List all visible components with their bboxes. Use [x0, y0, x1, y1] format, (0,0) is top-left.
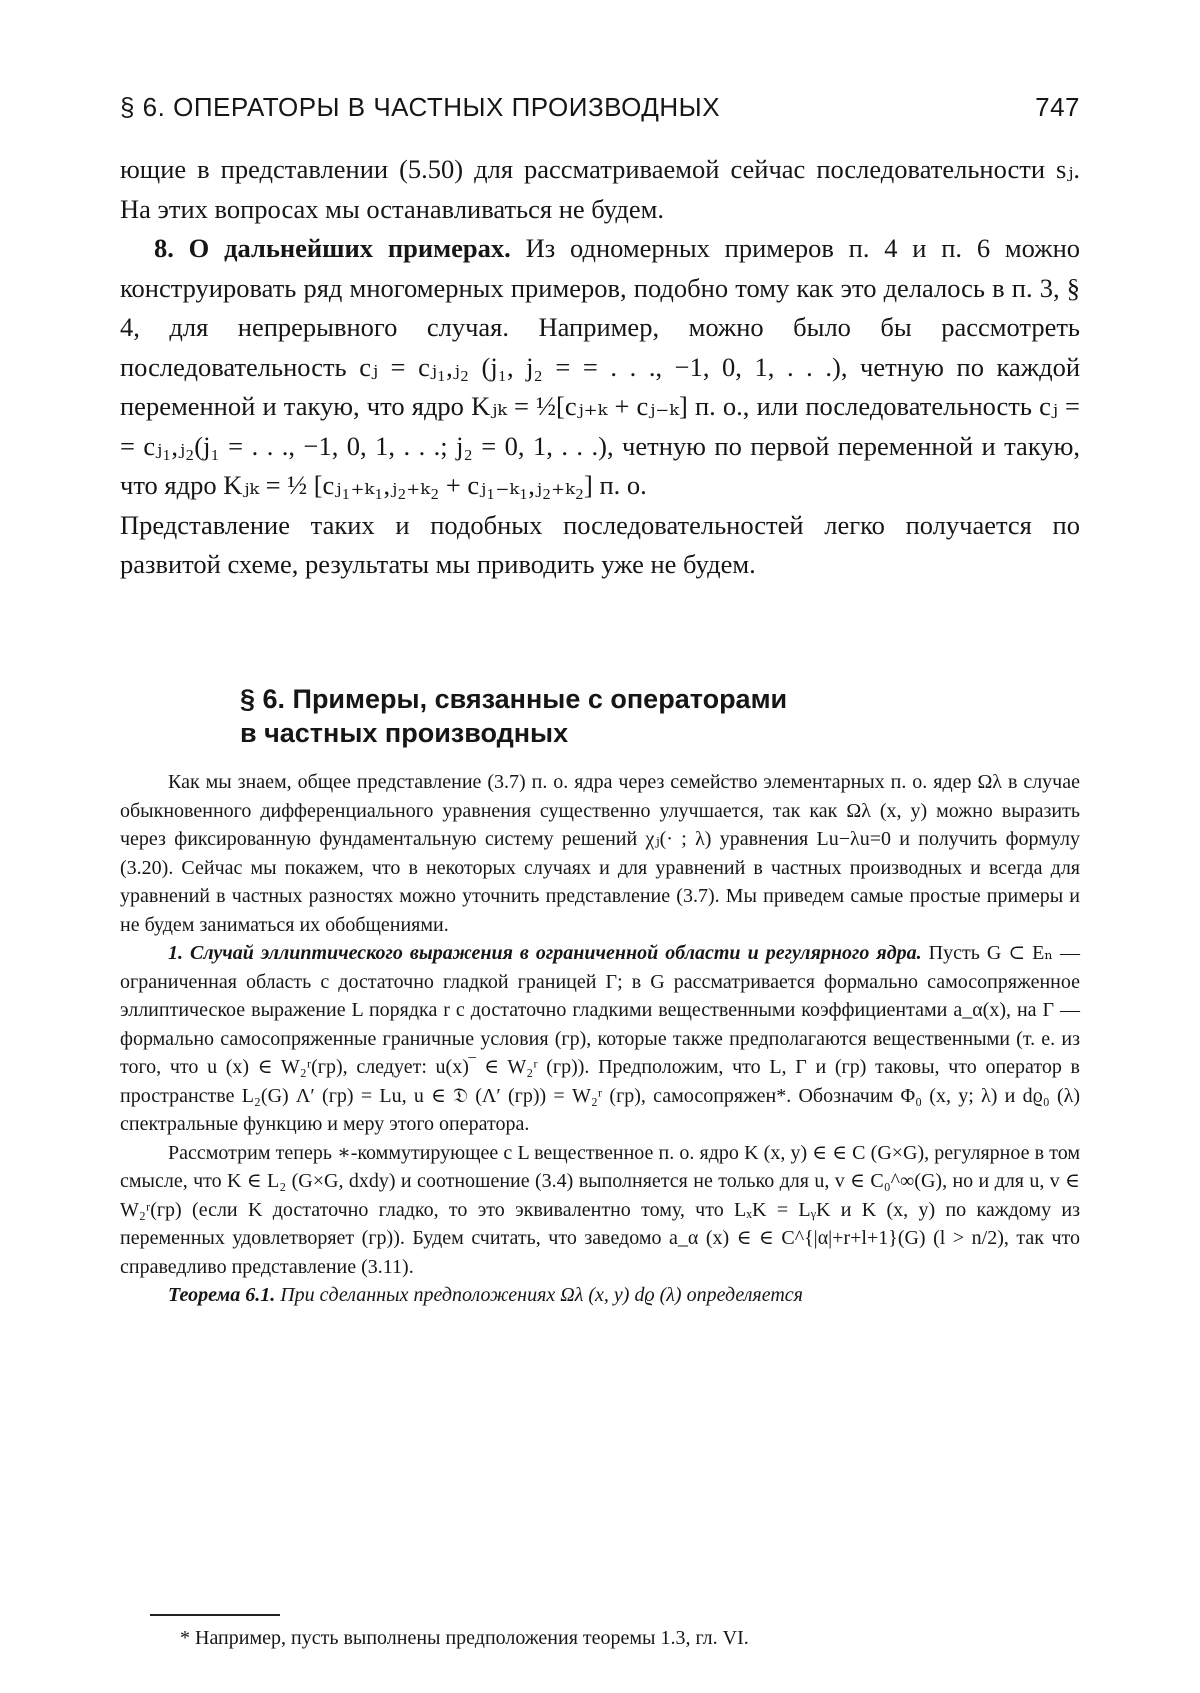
item-8-text: Из одномерных примеров п. 4 и п. 6 можно конструировать ряд многомерных примеров, подобно тому как это делалось в п. 3, § 4, для непрерывного случая. Например, можно было бы рассмотреть последовательность cⱼ = cⱼ₁,ⱼ₂ (j₁, j₂ = = . . ., −1, 0, 1, . . .), четную по каждой переменной и такую, что ядро Kⱼₖ = ½[cⱼ₊ₖ + cⱼ₋ₖ] п. о., или последовательность cⱼ = = cⱼ₁,ⱼ₂(j₁ = . . ., −1, 0, 1, . . .; j₂ = 0, 1, . . .), четную по первой переменной и такую, что ядро Kⱼₖ = ½ [cⱼ₁₊ₖ₁,ⱼ₂₊ₖ₂ + cⱼ₁₋ₖ₁,ⱼ₂₊ₖ₂] п. о. — [120, 233, 1080, 500]
subsection-1-label: 1. Случай эллиптического выражения в ограниченной области и регулярного ядра. — [168, 942, 922, 964]
section-heading-line-1: § 6. Примеры, связанные с операторами — [240, 684, 788, 714]
intro-block — [120, 150, 1080, 585]
theorem-label: Теорема 6.1. — [168, 1284, 276, 1306]
closing-paragraph: Представление таких и подобных последовательностей легко получается по развитой схеме, результаты мы приводить уже не будем. — [120, 509, 1080, 579]
carry-over-paragraph: ющие в представлении (5.50) для рассматриваемой сейчас последовательности sⱼ. На этих вопросах мы останавливаться не будем. — [120, 154, 1080, 224]
running-head — [120, 92, 1080, 123]
running-head-title: § 6. ОПЕРАТОРЫ В ЧАСТНЫХ ПРОИЗВОДНЫХ — [120, 92, 721, 122]
section-body — [120, 768, 1080, 1310]
item-8-paragraph — [120, 229, 1080, 506]
section-heading-line-2: в частных производных — [240, 718, 569, 748]
section-paragraph-1: Как мы знаем, общее представление (3.7) п. о. ядра через семейство элементарных п. о. ядер Ωλ в случае обыкновенного дифференциального уравнения существенно улучшается, так как Ωλ (x, y) можно выразить через фиксированную фундаментальную систему решений χⱼ(· ; λ) уравнения Lu−λu=0 и получить формулу (3.20). Сейчас мы покажем, что в некоторых случаях и для уравнений в частных производных и всегда для уравнений в частных разностях можно уточнить представление (3.7). Мы приведем самые простые примеры и не будем заниматься их обобщениями. — [120, 771, 1080, 936]
section-paragraph-2: Рассмотрим теперь ∗-коммутирующее с L вещественное п. о. ядро K (x, y) ∈ ∈ C (G×G), регулярное в том смысле, что K ∈ L₂ (G×G, dxdy) и соотношение (3.4) выполняется не только для u, v ∈ C₀^∞(G), но и для u, v ∈ W₂ʳ(гр) (если K достаточно гладко, то это эквивалентно тому, что LₓK = LᵧK и K (x, y) по каждому из переменных удовлетворяет (гр)). Будем считать, что заведомо a_α (x) ∈ ∈ C^{|α|+r+l+1}(G) (l > n/2), так что справедливо представление (3.11). — [120, 1141, 1080, 1278]
item-8-label: 8. О дальнейших примерах. — [154, 233, 511, 263]
subsection-1-paragraph — [120, 939, 1080, 1139]
section-heading — [240, 682, 940, 750]
theorem-text: При сделанных предположениях Ωλ (x, y) dϱ (λ) определяется — [280, 1284, 803, 1306]
page-number: 747 — [1035, 92, 1080, 122]
footnote: * Например, пусть выполнены предположения теоремы 1.3, гл. VI. — [180, 1627, 749, 1649]
theorem-paragraph — [120, 1281, 1080, 1310]
subsection-1-text: Пусть G ⊂ Eₙ — ограниченная область с достаточно гладкой границей Γ; в G рассматривается формально самосопряженное эллиптическое выражение L порядка r с достаточно гладкими вещественными коэффициентами a_α(x), на Γ — формально самосопряженные граничные условия (гр), которые также предполагаются вещественными (т. е. из того, что u (x) ∈ W₂ʳ(гр), следует: u(x)‾ ∈ W₂ʳ (гр)). Предположим, что L, Γ и (гр) таковы, что оператор в пространстве L₂(G) Λ′ (гр) = Lu, u ∈ 𝔇 (Λ′ (гр)) = W₂ʳ (гр), самосопряжен*. Обозначим Φ₀ (x, y; λ) и dϱ₀ (λ) спектральные функцию и меру этого оператора. — [120, 942, 1081, 1135]
footnote-rule — [150, 1614, 280, 1616]
